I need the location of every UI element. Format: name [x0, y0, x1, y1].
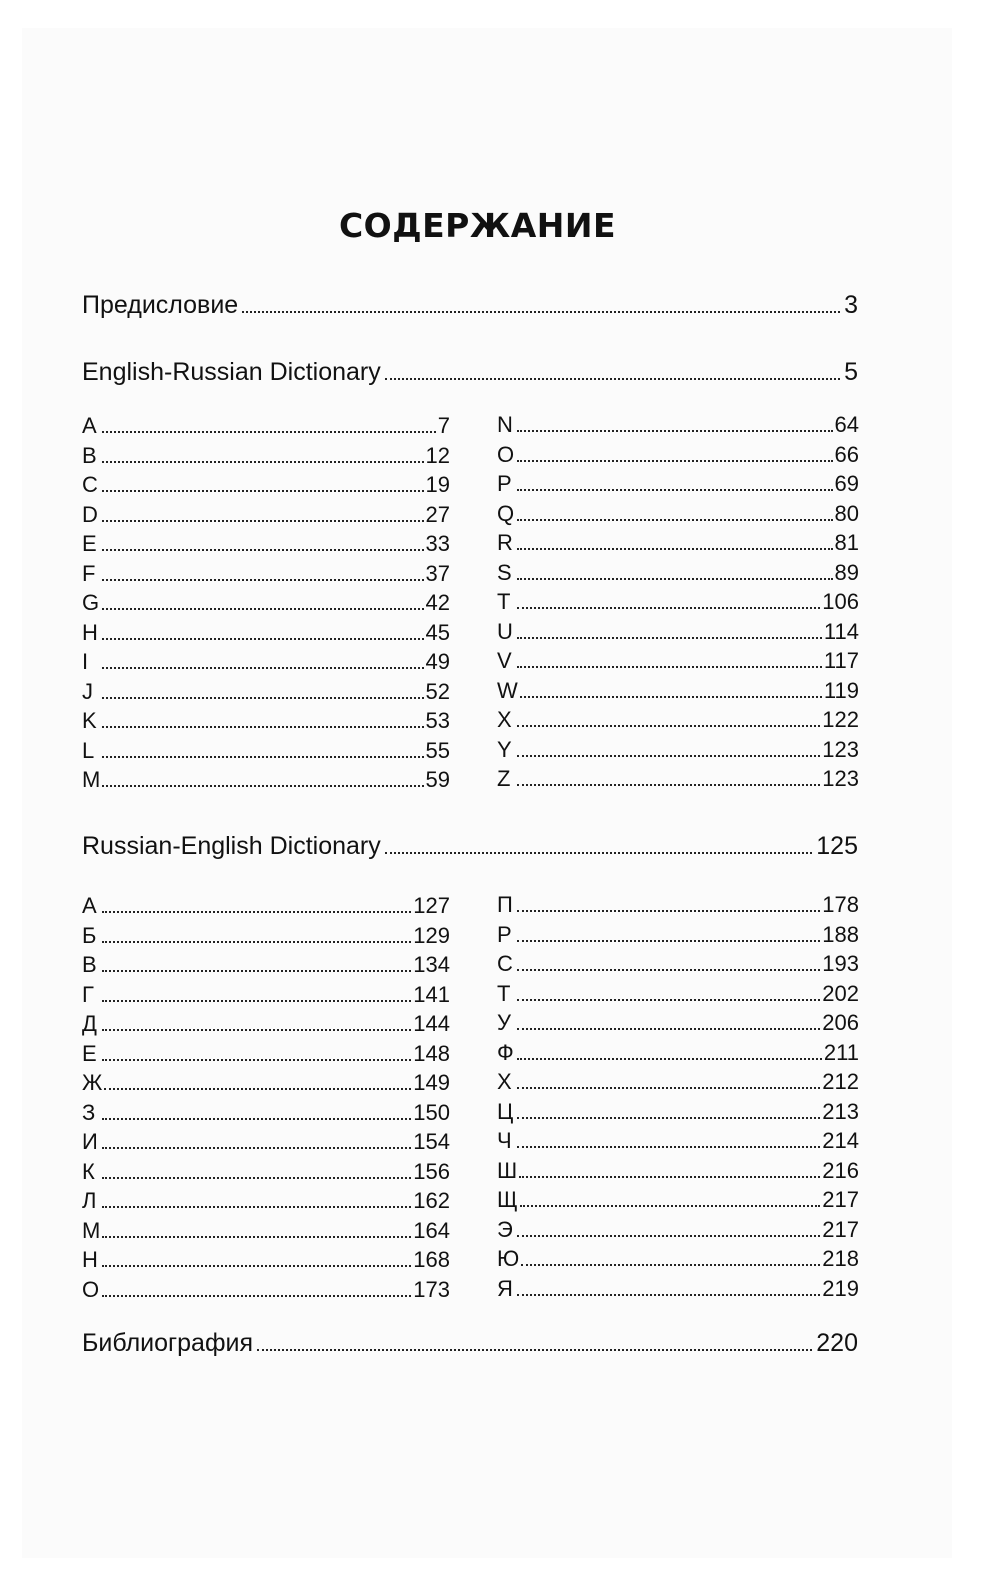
dot-leader [102, 667, 424, 669]
toc-letter-row[interactable] [82, 559, 450, 589]
toc-letter-row[interactable] [82, 529, 450, 559]
toc-letter-row[interactable] [82, 1245, 450, 1275]
dot-leader [517, 666, 822, 668]
toc-letter-row[interactable] [82, 647, 450, 677]
dot-leader [102, 785, 423, 787]
dot-leader [521, 1264, 820, 1266]
toc-letter: D [82, 501, 98, 527]
toc-letter-row[interactable] [497, 617, 859, 647]
toc-entry-label: Russian-English Dictionary [82, 832, 381, 860]
russian-letters-left [82, 891, 450, 1304]
toc-letter-page: 114 [823, 618, 859, 644]
toc-letter-row[interactable] [497, 528, 859, 558]
dot-leader [520, 1205, 821, 1207]
toc-entry-english-russian[interactable] [82, 357, 858, 387]
dot-leader [517, 1028, 820, 1030]
toc-entry-label: English-Russian Dictionary [82, 358, 381, 386]
toc-letter-row[interactable] [82, 1186, 450, 1216]
dot-leader [102, 520, 424, 522]
toc-letter-page: 173 [413, 1276, 450, 1302]
toc-letter: Е [82, 1040, 97, 1066]
dot-leader [517, 637, 822, 639]
toc-letter: Л [82, 1188, 97, 1213]
toc-letter: O [497, 441, 515, 467]
toc-letter-page: 134 [413, 952, 450, 977]
dot-leader [517, 1294, 820, 1296]
toc-entry-preface[interactable] [82, 290, 858, 320]
toc-letter-page: 212 [822, 1069, 859, 1094]
toc-letter: З [82, 1099, 96, 1125]
dot-leader [102, 1029, 411, 1031]
toc-letter-row[interactable] [82, 588, 450, 618]
toc-letter: Ю [497, 1246, 520, 1271]
toc-letter-page: 64 [834, 412, 859, 437]
dot-leader [102, 911, 411, 913]
toc-letter: L [82, 737, 95, 763]
toc-letter-page: 168 [413, 1247, 450, 1272]
toc-letter-page: 19 [425, 472, 450, 497]
toc-letter-page: 219 [822, 1275, 859, 1301]
toc-entry-bibliography[interactable] [82, 1328, 858, 1358]
dot-leader [102, 726, 424, 728]
toc-letter: Г [82, 981, 94, 1007]
toc-letter-row[interactable] [497, 979, 859, 1009]
toc-letter: С [497, 951, 513, 976]
toc-letter: B [82, 442, 97, 468]
toc-letter: Д [82, 1011, 97, 1036]
toc-letter-page: 127 [413, 893, 450, 918]
toc-entry-russian-english[interactable] [82, 831, 858, 861]
toc-letter: J [82, 678, 93, 704]
toc-letter-row[interactable] [82, 736, 450, 766]
toc-letter-row[interactable] [82, 1009, 450, 1039]
toc-letter: И [82, 1129, 98, 1154]
toc-letter: V [497, 648, 512, 673]
toc-letter-row[interactable] [82, 950, 450, 980]
toc-letter-row[interactable] [82, 1039, 450, 1069]
dot-leader [102, 1236, 411, 1238]
toc-letter-row[interactable] [82, 1068, 450, 1098]
toc-letter: N [497, 412, 513, 437]
dot-leader [517, 784, 820, 786]
toc-letter-row[interactable] [82, 1127, 450, 1157]
toc-letter-row[interactable] [497, 1008, 859, 1038]
toc-letter: Т [497, 980, 511, 1006]
toc-letter: Я [497, 1275, 513, 1301]
toc-letter-page: 7 [437, 413, 450, 438]
dot-leader [517, 1146, 820, 1148]
dot-leader [102, 970, 411, 972]
toc-letter-page: 150 [413, 1099, 450, 1125]
toc-letter-page: 148 [413, 1040, 450, 1066]
dot-leader [517, 999, 820, 1001]
toc-letter: К [82, 1158, 95, 1184]
toc-letter-row[interactable] [497, 920, 859, 950]
dot-leader [517, 940, 820, 942]
toc-letter-row[interactable] [82, 706, 450, 736]
toc-letter-page: 49 [425, 649, 450, 674]
toc-letter-row[interactable] [82, 1157, 450, 1187]
toc-letter-page: 69 [834, 471, 859, 496]
dot-leader [102, 756, 424, 758]
toc-letter-row[interactable] [497, 735, 859, 765]
toc-letter-row[interactable] [497, 1038, 859, 1068]
toc-letter-row[interactable] [82, 618, 450, 648]
toc-letter-row[interactable] [497, 499, 859, 529]
toc-letter: Х [497, 1069, 512, 1094]
toc-letter-page: 52 [425, 678, 450, 704]
toc-letter-row[interactable] [497, 1156, 859, 1186]
toc-letter-page: 202 [822, 980, 859, 1006]
english-letters-right [497, 410, 859, 794]
toc-letter-row[interactable] [82, 921, 450, 951]
toc-letter-page: 149 [413, 1070, 450, 1095]
toc-letter-page: 156 [413, 1158, 450, 1184]
dot-leader [517, 1117, 820, 1119]
toc-letter: F [82, 560, 96, 586]
dot-leader [102, 1177, 411, 1179]
toc-entry-page: 220 [816, 1329, 858, 1357]
toc-letter-row[interactable] [82, 1098, 450, 1128]
toc-letter-row[interactable] [497, 646, 859, 676]
toc-letter-page: 218 [822, 1246, 859, 1271]
toc-letter-page: 89 [834, 559, 859, 585]
toc-letter-row[interactable] [82, 470, 450, 500]
toc-letter-page: 216 [822, 1157, 859, 1183]
toc-letter-page: 178 [822, 892, 859, 917]
dot-leader [102, 490, 424, 492]
toc-letter: T [497, 589, 511, 614]
dot-leader [102, 638, 424, 640]
toc-letter-row[interactable] [82, 1216, 450, 1246]
toc-letter-row[interactable] [497, 1185, 859, 1215]
dot-leader [517, 607, 820, 609]
toc-letter: H [82, 619, 98, 645]
dot-leader [517, 1087, 820, 1089]
toc-letter-row[interactable] [497, 469, 859, 499]
toc-letter-row[interactable] [497, 1274, 859, 1304]
dot-leader [520, 696, 822, 698]
toc-letter: Q [497, 500, 515, 526]
toc-letter: M [82, 767, 101, 792]
toc-entry-page: 3 [844, 291, 858, 319]
english-letters-left [82, 411, 450, 795]
toc-letter-row[interactable] [497, 949, 859, 979]
dot-leader [257, 1349, 812, 1351]
toc-letter: Ц [497, 1098, 514, 1124]
toc-letter-page: 144 [413, 1011, 450, 1036]
dot-leader [102, 1118, 411, 1120]
dot-leader [517, 1235, 820, 1237]
toc-letter: Н [82, 1247, 98, 1272]
toc-letter: X [497, 707, 512, 732]
toc-letter-page: 45 [425, 619, 450, 645]
toc-letter-page: 59 [425, 767, 450, 792]
dot-leader [517, 460, 833, 462]
toc-letter-row[interactable] [497, 1067, 859, 1097]
toc-letter-row[interactable] [497, 410, 859, 440]
toc-letter-row[interactable] [497, 764, 859, 794]
toc-letter: М [82, 1217, 101, 1243]
toc-letter: А [82, 893, 97, 918]
dot-leader [517, 430, 833, 432]
dot-leader [517, 910, 820, 912]
toc-letter: E [82, 531, 97, 556]
toc-letter-page: 42 [425, 590, 450, 615]
toc-letter-row[interactable] [82, 1275, 450, 1305]
toc-letter-page: 80 [834, 500, 859, 526]
dot-leader [102, 697, 424, 699]
toc-letter-row[interactable] [82, 441, 450, 471]
toc-letter-row[interactable] [497, 1215, 859, 1245]
toc-letter-page: 106 [822, 589, 859, 614]
dot-leader [102, 1295, 411, 1297]
toc-letter: Р [497, 921, 512, 947]
dot-leader [102, 431, 436, 433]
dot-leader [385, 852, 813, 854]
toc-letter-row[interactable] [497, 1244, 859, 1274]
dot-leader [517, 1058, 822, 1060]
dot-leader [102, 1206, 411, 1208]
toc-letter: У [497, 1010, 511, 1035]
dot-leader [519, 1176, 820, 1178]
toc-letter-row[interactable] [497, 890, 859, 920]
dot-leader [102, 1265, 411, 1267]
toc-letter-page: 122 [822, 707, 859, 732]
toc-letter: U [497, 618, 513, 644]
toc-letter-page: 66 [834, 441, 859, 467]
toc-letter: A [82, 413, 97, 438]
toc-letter-page: 211 [823, 1039, 859, 1065]
toc-letter: S [497, 559, 512, 585]
toc-letter-page: 193 [822, 951, 859, 976]
toc-letter: Y [497, 736, 512, 762]
toc-letter-page: 129 [413, 922, 450, 948]
dot-leader [517, 548, 833, 550]
toc-letter-row[interactable] [82, 677, 450, 707]
toc-letter-row[interactable] [497, 558, 859, 588]
toc-letter-page: 27 [425, 501, 450, 527]
dot-leader [102, 579, 424, 581]
dot-leader [517, 969, 820, 971]
page-title: СОДЕРЖАНИЕ [338, 206, 617, 245]
toc-entry-label: Библиография [82, 1329, 254, 1357]
dot-leader [517, 519, 833, 521]
toc-letter-page: 154 [413, 1129, 450, 1154]
dot-leader [102, 549, 424, 551]
toc-letter-page: 117 [823, 648, 859, 673]
toc-letter-page: 214 [822, 1128, 859, 1153]
toc-letter-page: 81 [834, 530, 859, 555]
toc-letter-page: 164 [413, 1217, 450, 1243]
toc-letter-page: 217 [822, 1216, 859, 1242]
dot-leader [102, 1059, 411, 1061]
russian-letters-right [497, 890, 859, 1303]
toc-letter: Ш [497, 1157, 518, 1183]
toc-letter-row[interactable] [82, 980, 450, 1010]
toc-letter-row[interactable] [497, 676, 859, 706]
toc-letter-row[interactable] [497, 587, 859, 617]
dot-leader [517, 489, 833, 491]
toc-letter-page: 188 [822, 921, 859, 947]
toc-letter: R [497, 530, 513, 555]
toc-entry-page: 125 [816, 832, 858, 860]
dot-leader [385, 378, 840, 380]
toc-entry-label: Предисловие [82, 291, 239, 319]
toc-letter: О [82, 1276, 100, 1302]
toc-letter-page: 55 [425, 737, 450, 763]
toc-letter: P [497, 471, 512, 496]
toc-letter: Ж [82, 1070, 103, 1095]
dot-leader [242, 311, 840, 313]
toc-letter-page: 206 [822, 1010, 859, 1035]
toc-letter-page: 217 [822, 1187, 859, 1212]
toc-letter: П [497, 892, 513, 917]
dot-leader [517, 725, 820, 727]
toc-letter-page: 53 [425, 708, 450, 733]
toc-letter: Ф [497, 1039, 514, 1065]
toc-letter: G [82, 590, 100, 615]
toc-entry-page: 5 [844, 358, 858, 386]
toc-letter-row[interactable] [82, 891, 450, 921]
toc-letter-page: 141 [413, 981, 450, 1007]
toc-letter-row[interactable] [497, 1126, 859, 1156]
toc-letter: K [82, 708, 97, 733]
toc-letter-page: 33 [425, 531, 450, 556]
toc-letter: В [82, 952, 97, 977]
toc-letter: Б [82, 922, 97, 948]
dot-leader [102, 1147, 411, 1149]
toc-letter-page: 123 [822, 736, 859, 762]
toc-letter: Щ [497, 1187, 518, 1212]
dot-leader [102, 608, 424, 610]
toc-letter: I [82, 649, 89, 674]
toc-letter-row[interactable] [497, 440, 859, 470]
toc-letter-row[interactable] [82, 411, 450, 441]
toc-letter: Z [497, 766, 511, 791]
toc-letter-page: 37 [425, 560, 450, 586]
dot-leader [102, 461, 424, 463]
toc-letter: Э [497, 1216, 513, 1242]
dot-leader [517, 755, 820, 757]
toc-letter: W [497, 677, 518, 703]
toc-letter-page: 12 [425, 442, 450, 468]
toc-letter-page: 162 [413, 1188, 450, 1213]
dot-leader [102, 941, 411, 943]
toc-letter: Ч [497, 1128, 512, 1153]
dot-leader [104, 1088, 411, 1090]
toc-letter-row[interactable] [497, 705, 859, 735]
dot-leader [102, 1000, 411, 1002]
toc-letter-page: 123 [822, 766, 859, 791]
toc-letter-row[interactable] [82, 500, 450, 530]
toc-letter: C [82, 472, 98, 497]
toc-letter-row[interactable] [82, 765, 450, 795]
dot-leader [517, 578, 833, 580]
toc-letter-page: 119 [823, 677, 859, 703]
toc-letter-page: 213 [822, 1098, 859, 1124]
toc-letter-row[interactable] [497, 1097, 859, 1127]
